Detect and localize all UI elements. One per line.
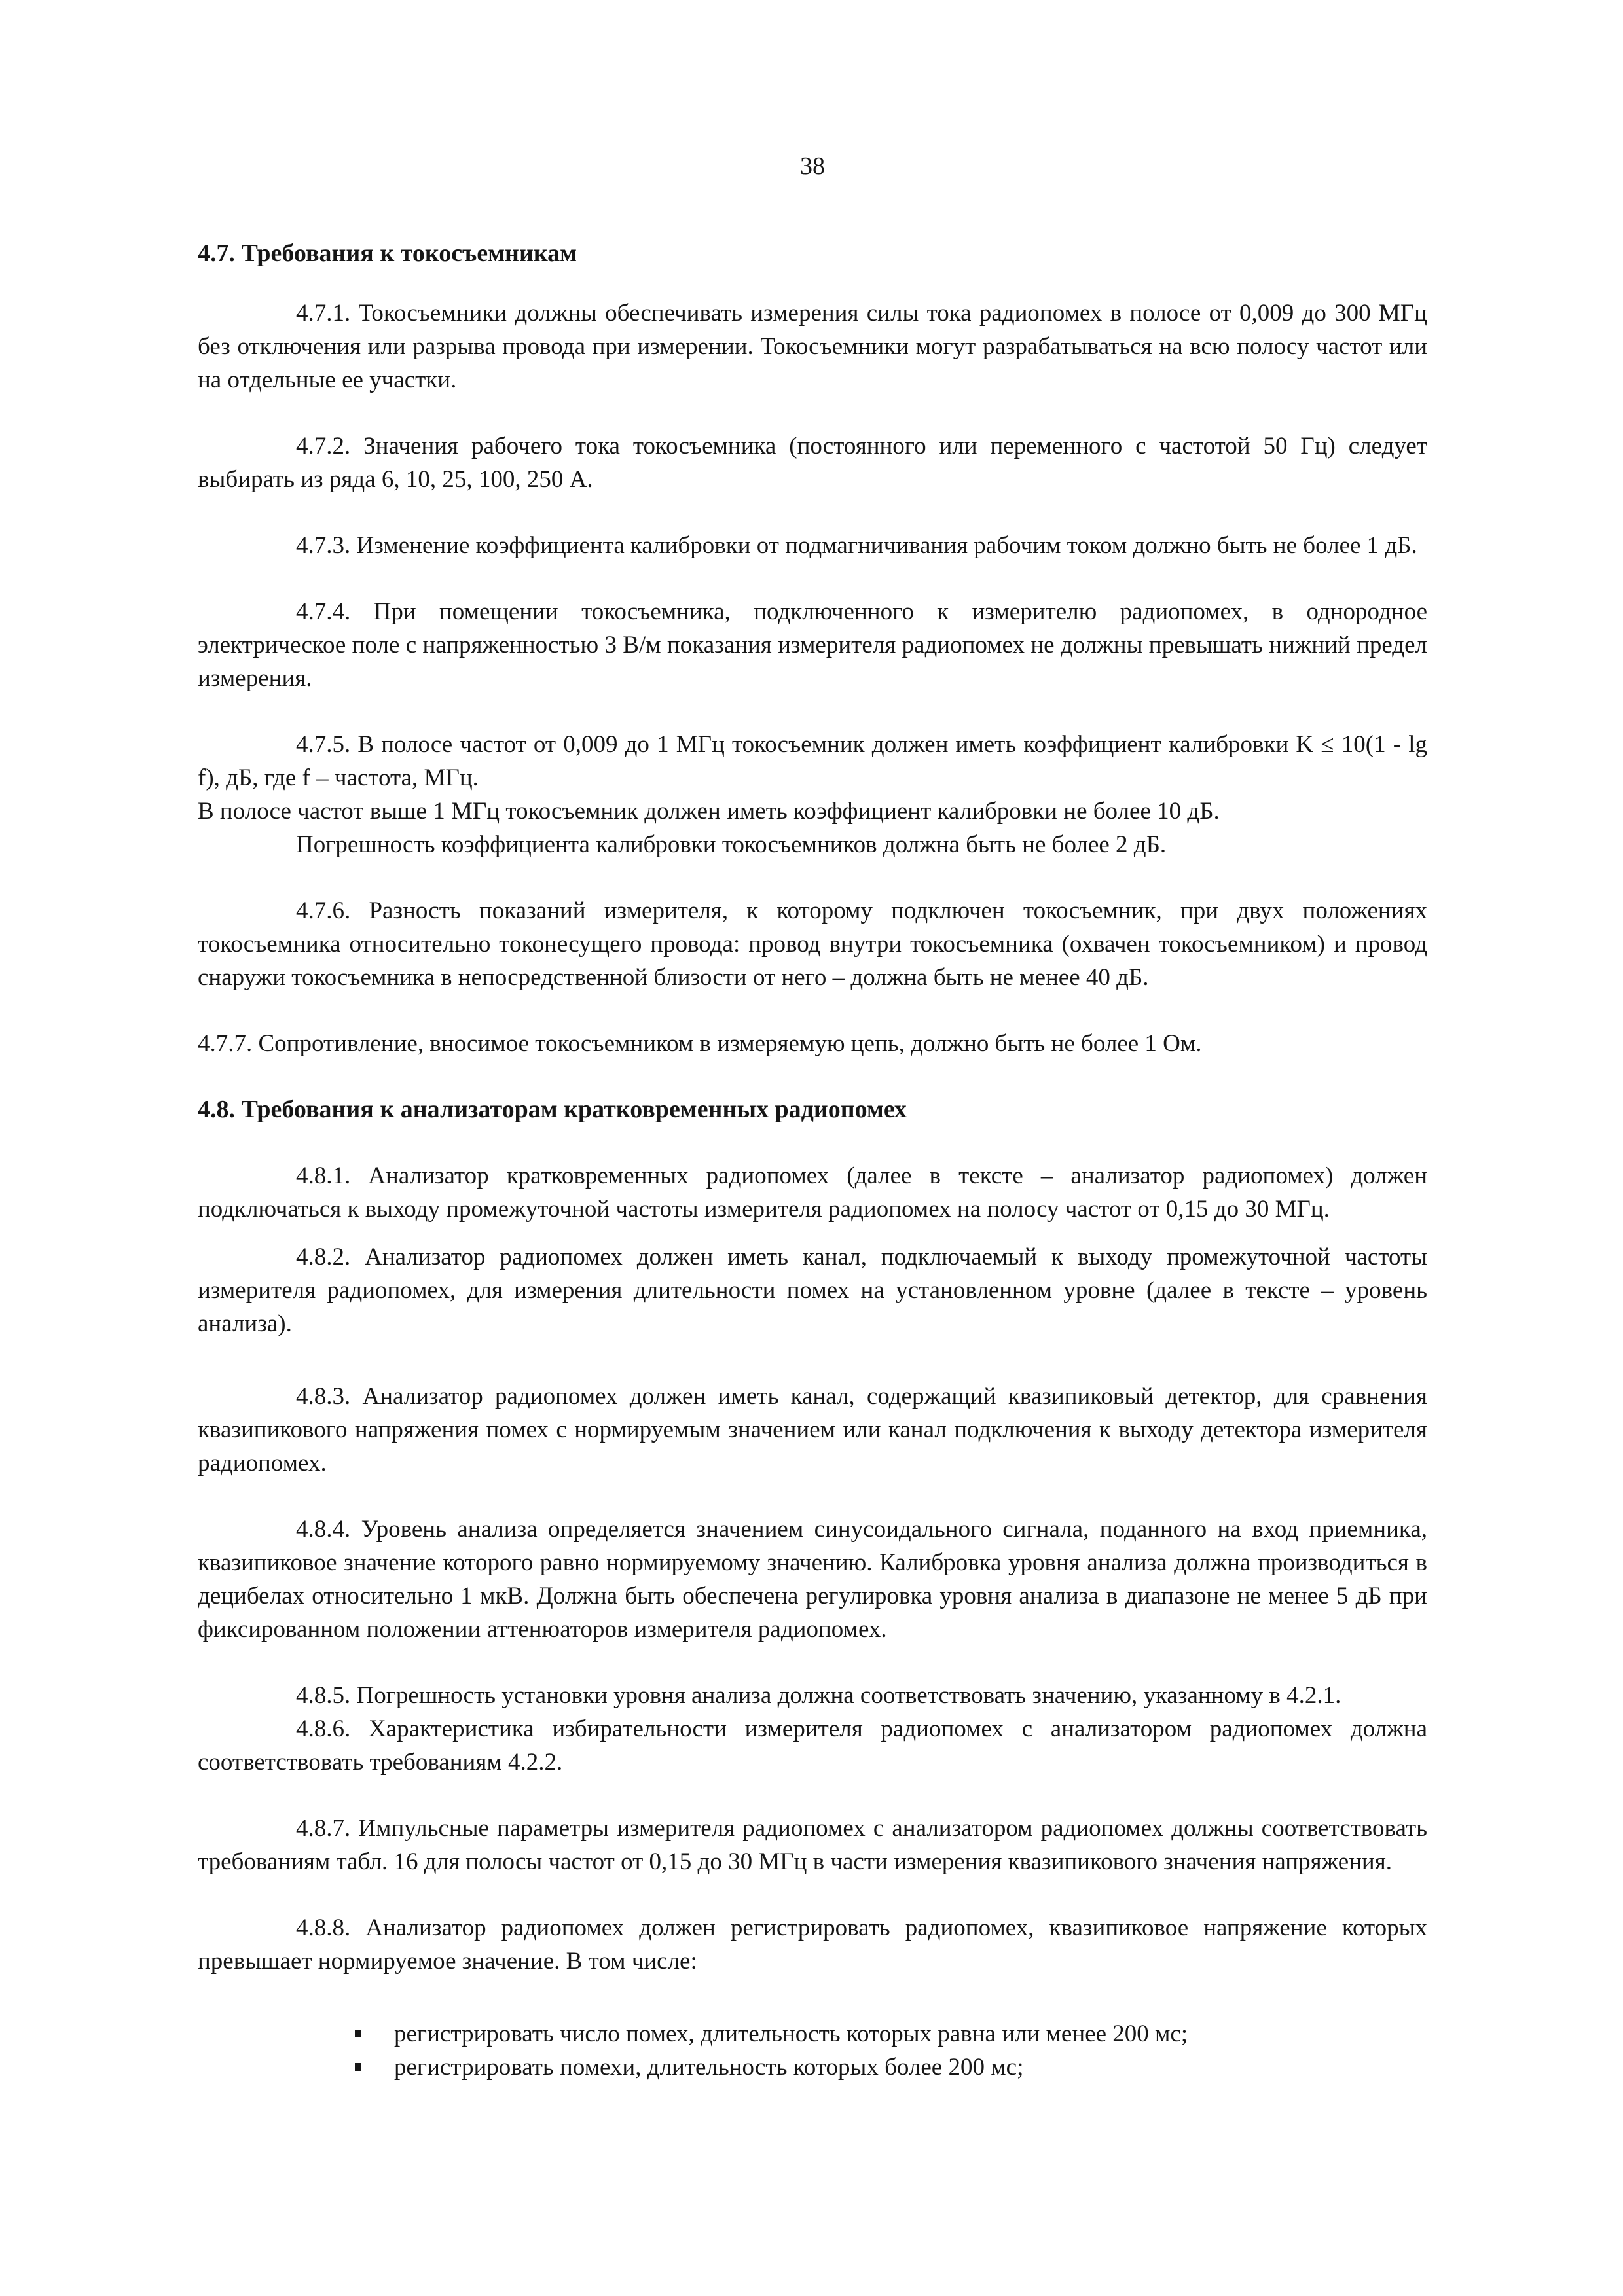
paragraph-4-7-3: 4.7.3. Изменение коэффициента калибровки от подмагничивания рабочим током должно быть не более 1 дБ. bbox=[296, 532, 1417, 559]
page-content bbox=[198, 237, 1427, 2084]
paragraph-4-7-2: 4.7.2. Значения рабочего тока токосъемника (постоянного или переменного с частотой 50 Гц) следует выбирать из ряда 6, 10, 25, 100, 250 А. bbox=[198, 433, 1427, 493]
paragraph-4-8-3: 4.8.3. Анализатор радиопомех должен иметь канал, содержащий квазипиковый детектор, для сравнения квазипикового напряжения помех с нормируемым значением или канал подключения к выходу детектора измерителя радиопомех. bbox=[198, 1383, 1427, 1477]
bullet-icon bbox=[355, 2063, 361, 2071]
list-item bbox=[198, 2051, 1427, 2084]
paragraph-4-7-4: 4.7.4. При помещении токосъемника, подключенного к измерителю радиопомех, в однородное электрическое поле с напряженностью 3 В/м показания измерителя радиопомех не должны превышать нижний предел измерения. bbox=[198, 598, 1427, 692]
paragraph-4-7-6: 4.7.6. Разность показаний измерителя, к которому подключен токосъемник, при двух положениях токосъемника относительно токонесущего провода: провод внутри токосъемника (охвачен токосъемником) и провод снаружи токосъемника в непосредственной близости от него – должна быть не менее 40 дБ. bbox=[198, 897, 1427, 991]
bullet-list bbox=[198, 2017, 1427, 2084]
section-heading-4-7: 4.7. Требования к токосъемникам bbox=[198, 240, 577, 267]
paragraph-4-8-2: 4.8.2. Анализатор радиопомех должен иметь канал, подключаемый к выходу промежуточной частоты измерителя радиопомех, для измерения длительности помех на установленном уровне (далее в тексте – уровень анализа). bbox=[198, 1244, 1427, 1337]
list-item-text: регистрировать помехи, длительность которых более 200 мс; bbox=[394, 2054, 1024, 2081]
list-item-text: регистрировать число помех, длительность которых равна или менее 200 мс; bbox=[394, 2020, 1188, 2047]
bullet-icon bbox=[355, 2030, 361, 2037]
paragraph-4-8-8: 4.8.8. Анализатор радиопомех должен регистрировать радиопомех, квазипиковое напряжение которых превышает нормируемое значение. В том числе: bbox=[198, 1914, 1427, 1975]
paragraph-4-8-1: 4.8.1. Анализатор кратковременных радиопомех (далее в тексте – анализатор радиопомех) должен подключаться к выходу промежуточной частоты измерителя радиопомех на полосу частот от 0,15 до 30 МГц. bbox=[198, 1162, 1427, 1223]
list-item bbox=[198, 2017, 1427, 2051]
paragraph-4-8-7: 4.8.7. Импульсные параметры измерителя радиопомех с анализатором радиопомех должны соответствовать требованиям табл. 16 для полосы частот от 0,15 до 30 МГц в части измерения квазипикового значения напряжения. bbox=[198, 1815, 1427, 1875]
paragraph-4-7-5-error: Погрешность коэффициента калибровки токосъемников должна быть не более 2 дБ. bbox=[296, 831, 1167, 858]
document-page bbox=[198, 0, 1427, 2296]
paragraph-4-8-6: 4.8.6. Характеристика избирательности измерителя радиопомех с анализатором радиопомех должна соответствовать требованиям 4.2.2. bbox=[198, 1715, 1427, 1776]
paragraph-4-7-7: 4.7.7. Сопротивление, вносимое токосъемником в измеряемую цепь, должно быть не более 1 Ом. bbox=[198, 1030, 1202, 1057]
paragraph-4-7-5: 4.7.5. В полосе частот от 0,009 до 1 МГц токосъемник должен иметь коэффициент калибровки K ≤ 10(1 - lg f), дБ, где f – частота, МГц. bbox=[198, 731, 1427, 791]
page-number: 38 bbox=[800, 152, 825, 180]
paragraph-4-7-1: 4.7.1. Токосъемники должны обеспечивать измерения силы тока радиопомех в полосе от 0,009 до 300 МГц без отключения или разрыва провода при измерении. Токосъемники могут разрабатываться на всю полосу частот или на отдельные ее участки. bbox=[198, 300, 1427, 393]
paragraph-4-8-5: 4.8.5. Погрешность установки уровня анализа должна соответствовать значению, указанному в 4.2.1. bbox=[296, 1682, 1341, 1709]
section-heading-4-8: 4.8. Требования к анализаторам кратковременных радиопомех bbox=[198, 1096, 907, 1123]
paragraph-4-8-4: 4.8.4. Уровень анализа определяется значением синусоидального сигнала, поданного на вход приемника, квазипиковое значение которого равно нормируемому значению. Калибровка уровня анализа должна производиться в децибелах относительно 1 мкВ. Должна быть обеспечена регулировка уровня анализа в диапазоне не менее 5 дБ при фиксированном положении аттенюаторов измерителя радиопомех. bbox=[198, 1516, 1427, 1643]
paragraph-4-7-5-continued: В полосе частот выше 1 МГц токосъемник должен иметь коэффициент калибровки не более 10 дБ. bbox=[198, 798, 1220, 825]
